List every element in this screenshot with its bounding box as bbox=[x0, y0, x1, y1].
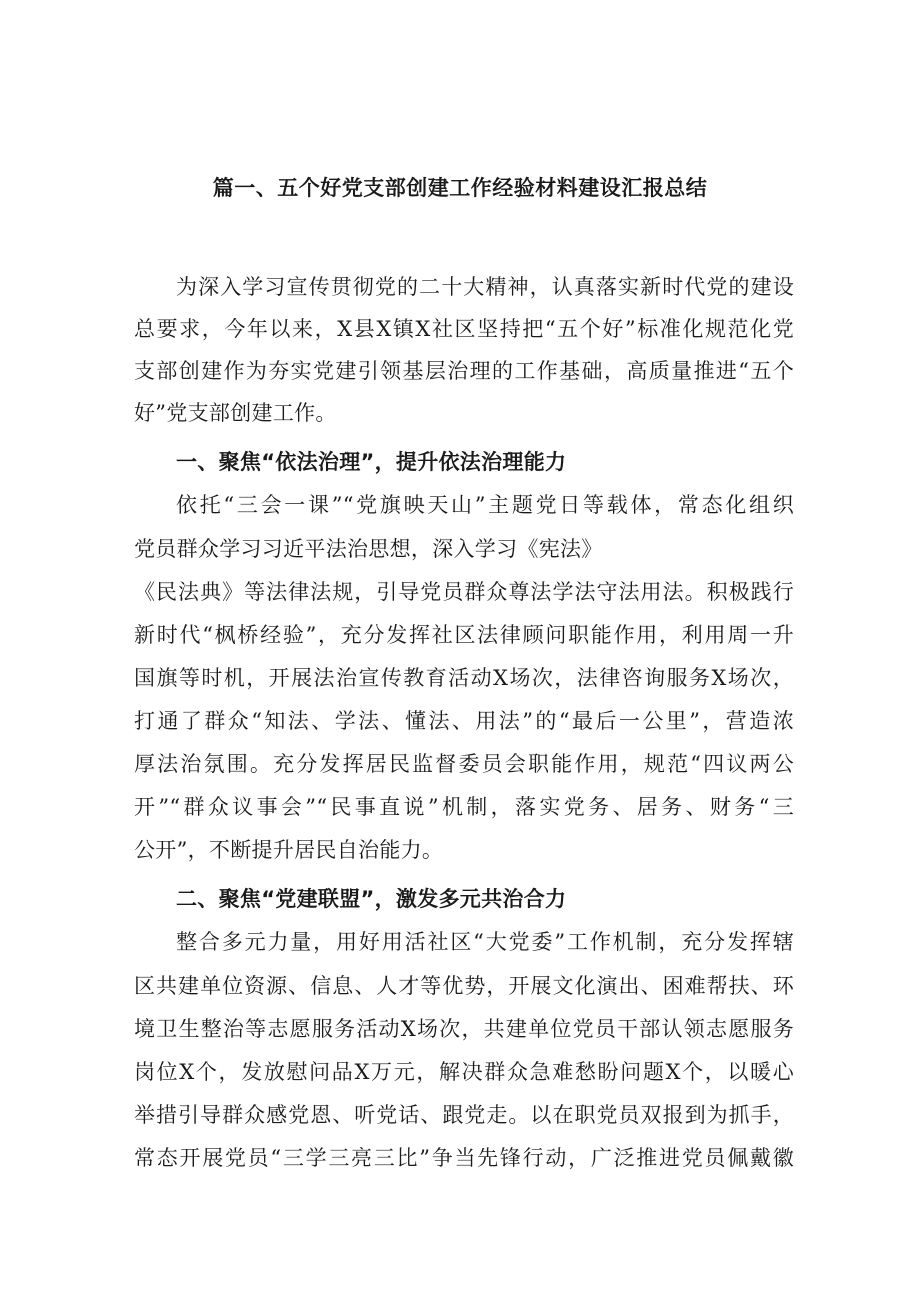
section-2-heading: 二、聚焦“党建联盟”，激发多元共治合力 bbox=[176, 887, 567, 911]
section-1-line-3: 《民法典》等法律法规，引导党员群众尊法学法守法用法。积极践行 bbox=[134, 580, 794, 604]
section-1-line-6: 打通了群众“知法、学法、懂法、用法”的“最后一公里”，营造浓 bbox=[134, 709, 794, 733]
document-title: 篇一、五个好党支部创建工作经验材料建设汇报总结 bbox=[212, 176, 708, 200]
section-1-line-7: 厚法治氛围。充分发挥居民监督委员会职能作用，规范“四议两公 bbox=[134, 752, 794, 776]
intro-line-3: 支部创建作为夯实党建引领基层治理的工作基础，高质量推进“五个 bbox=[134, 359, 794, 383]
section-2-line-6: 常态开展党员“三学三亮三比”争当先锋行动，广泛推进党员佩戴徽 bbox=[134, 1146, 794, 1170]
section-2-line-5: 举措引导群众感党恩、听党话、跟党走。以在职党员双报到为抓手， bbox=[134, 1103, 794, 1127]
intro-line-4: 好”党支部创建工作。 bbox=[134, 401, 337, 425]
section-2-line-2: 区共建单位资源、信息、人才等优势，开展文化演出、困难帮扶、环 bbox=[134, 974, 794, 998]
section-1-line-4: 新时代“枫桥经验”，充分发挥社区法律顾问职能作用，利用周一升 bbox=[134, 623, 794, 647]
section-2-line-4: 岗位X个，发放慰问品X万元，解决群众急难愁盼问题X个，以暖心 bbox=[134, 1060, 794, 1084]
intro-line-1: 为深入学习宣传贯彻党的二十大精神，认真落实新时代党的建设 bbox=[176, 275, 794, 299]
section-1-line-1: 依托“三会一课”“党旗映天山”主题党日等载体，常态化组织 bbox=[176, 493, 794, 517]
section-1-line-2: 党员群众学习习近平法治思想，深入学习《宪法》 bbox=[134, 537, 603, 561]
section-1-line-9: 公开”，不断提升居民自治能力。 bbox=[134, 838, 444, 862]
section-1-heading: 一、聚焦“依法治理”，提升依法治理能力 bbox=[176, 450, 567, 474]
section-1-line-8: 开”“群众议事会”“民事直说”机制，落实党务、居务、财务“三 bbox=[134, 795, 794, 819]
intro-line-2: 总要求，今年以来，X县X镇X社区坚持把“五个好”标准化规范化党 bbox=[134, 317, 794, 341]
section-1-line-5: 国旗等时机，开展法治宣传教育活动X场次，法律咨询服务X场次， bbox=[134, 666, 794, 690]
section-2-line-3: 境卫生整治等志愿服务活动X场次，共建单位党员干部认领志愿服务 bbox=[134, 1017, 794, 1041]
section-2-line-1: 整合多元力量，用好用活社区“大党委”工作机制，充分发挥辖 bbox=[176, 930, 794, 954]
